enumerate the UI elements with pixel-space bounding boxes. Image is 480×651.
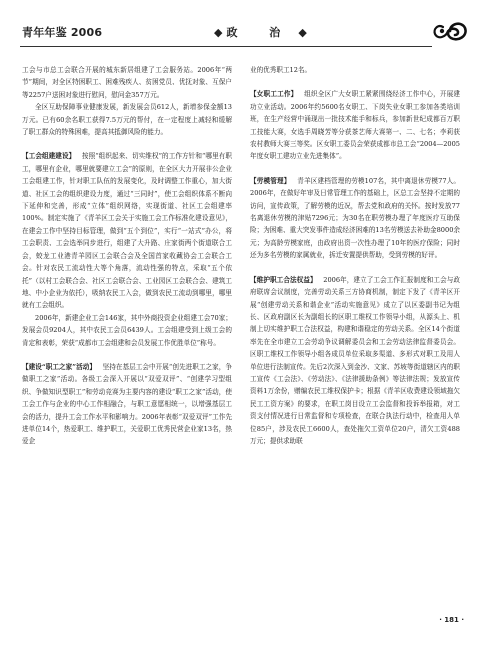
- section-heading: 【劳模管理】: [250, 176, 291, 185]
- paragraph-text: 按照“组织起来、切实维权”的工作方针和“哪里有职工，哪里有企业，哪里就要建立工会”的原则，在全区大力开展非公企业工会组建工作，针对职工队伍的发展变化，及时调整工作重心，加大街道、社区工会的组织建设力度，通过“三同时”，使工会组织体系不断向下延伸和完善，形成“立体”组织网络，实现街道、社区工会组建率100%。制定实施了《青羊区工会关于实施工会工作标准化建设意见》，在建会工作中坚持目标管理，做到“五个到位”，实行“一站式”办公，将工会职责、工会选举同步进行，组建了大升路、庄家街两个街道联合工会，蛟龙工业港青羊园区工会联合会及全国首家收藏协会工会联合工会。针对农民工流动性大等个角落，流动性强的特点，采取“五个依托”（以村工会联合会、社区工会联合会、工业园区工会联合会、建筑工地、中小企业为依托），吸纳农民工入会，做到农民工流动到哪里，哪里就有工会组织。: [22, 152, 232, 310]
- diamond-right-icon: ◆: [298, 26, 307, 39]
- section-heading: 【维护职工合法权益】: [250, 275, 317, 284]
- paragraph-text: 业的优秀职工12名。: [250, 66, 312, 74]
- section-label: 政 治: [226, 26, 295, 39]
- section-heading: 【建设“职工之家”活动】: [22, 362, 96, 371]
- paragraph-text: 工会与市总工会联合开展的城东新居组建了工会服务站。2006年“两节”期间，对全区特困职工、困难残疾人、贫困党员、优抚对象、互保户等2257户送困对象进行慰问，慰问金357万元。: [22, 66, 232, 99]
- paragraph-text: 坚持在基层工会中开展“创先进职工之家，争做职工之家”活动。各级工会深入开展以“双爱双评”、“创建学习型组织、争做知识型职工”和劳动竞赛为主要内容的建设“职工之家”活动，使工会工作与企业的中心工作相融合，与职工意愿相统一，以增强基层工会的活力，提升工会工作水平和影响力。2006年表彰“双爱双评”工作先进单位14个，热爱职工、维护职工，关爱职工优秀民营企业家13名，热爱企: [22, 362, 232, 446]
- paragraph-text: 2006年，建立了工会工作汇报制度和工会与政府联席会议制度，完善劳动关系三方协商机制，制定下发了《青羊区开展“创建劳动关系和谐企业”活动实施意见》成立了以区委副书记为组长、区政府副区长为副组长的区职工维权工作领导小组，从源头上、机制上切实维护职工合法权益，构建和谐稳定的劳动关系。全区14个街道率先在全市建立工会劳动争议调解委员会和工会劳动法律监督委员会。区职工维权工作领导小组各成员单位采取多渠道、多形式对职工及用人单位进行法制宣传。先后2次深入到金沙、文家、苏坡等街道辖区内的职工宣传《工会法》、《劳动法》、《法律援助条例》等法律法规；发放宣传资料1万余份，赠编农民工维权保护卡；根据《青羊区收费建设领域拖欠民工工资方案》的要求，在职工岗目设立工会监督和投诉举报箱，对工资支付情况进行日常监督和专项检查，在联合执法行动中，检查用人单位85户，涉及农民工6600人，查处拖欠工资单位20户，清欠工资488万元；提供求助联: [250, 275, 461, 445]
- yearbook-title: 青年年鉴 2006: [22, 26, 103, 39]
- paragraph-text: 全区互助保障事业健康发展，新发展会员612人，新增参保金额13万元。已有60余名职工获得7.5万元的帮付，在一定程度上减轻和缓解了职工群众的特殊困难，提高其抵御风险的能力。: [22, 103, 232, 137]
- paragraph-continued: [22, 64, 232, 101]
- section-title: [210, 24, 311, 40]
- section-heading: 【工会组建建设】: [22, 152, 76, 161]
- page-number: · 181 ·: [439, 616, 464, 624]
- right-column: [250, 64, 460, 447]
- paragraph: [22, 101, 232, 138]
- swirl-emblem-icon: [432, 18, 468, 44]
- left-column: [22, 64, 232, 448]
- header-rule: [20, 46, 432, 47]
- section-heading: 【女职工工作】: [250, 90, 298, 99]
- paragraph-text: 组织全区广大女职工紧紧围绕经济工作中心，开展建功立业活动。2006年约5600名女职工、下岗失业女职工参加各类培训班，在生产经营中涌现出一批技术能手和标兵，参加新世纪成都百万职工技能大赛，女选手周晓芳等分获茶艺师大赛第一、二、七名；李莉获农村教师大赛三等奖。区女职工委员会荣获成都市总工会“2004—2005年度女职工建功立业先进集体”。: [250, 90, 461, 161]
- paragraph-continued: [250, 64, 460, 76]
- section-paragraph: [250, 274, 460, 448]
- diamond-left-icon: ◆: [214, 26, 223, 39]
- running-header: [20, 18, 468, 46]
- section-paragraph: [22, 150, 232, 311]
- paragraph-text: 2006年，新建企业工会146家，其中外商投资企业组建工会70家；发展会员9204人，其中农民工会员6439人。工会组建受到上级工会的肯定和表彰，荣获“成都市工会组建和会员发展工作优胜单位”称号。: [22, 313, 232, 347]
- section-paragraph: [250, 175, 460, 262]
- section-paragraph: [250, 88, 460, 162]
- paragraph: [22, 312, 232, 349]
- paragraph-text: 青羊区建档管理的劳模107名，其中离退休劳模77人。2006年，在做好年审及日常管理工作的基础上，区总工会坚持不定期的访问，宣传政策，了解劳模的近况，帮去党和政府的关怀。按时发放77名离退休劳模的津贴7296元；为30名在职劳模办理了年度医疗互助保险；为困难、重大突发事件造成经济困难的13名劳模送去补助金8000余元；为高龄劳模家庭，由政府出资一次性办理了10年的医疗保险；同时还为多名劳模的家属就业，拆迁安置提供帮助，受到劳模的好评。: [250, 176, 461, 260]
- section-paragraph: [22, 361, 232, 448]
